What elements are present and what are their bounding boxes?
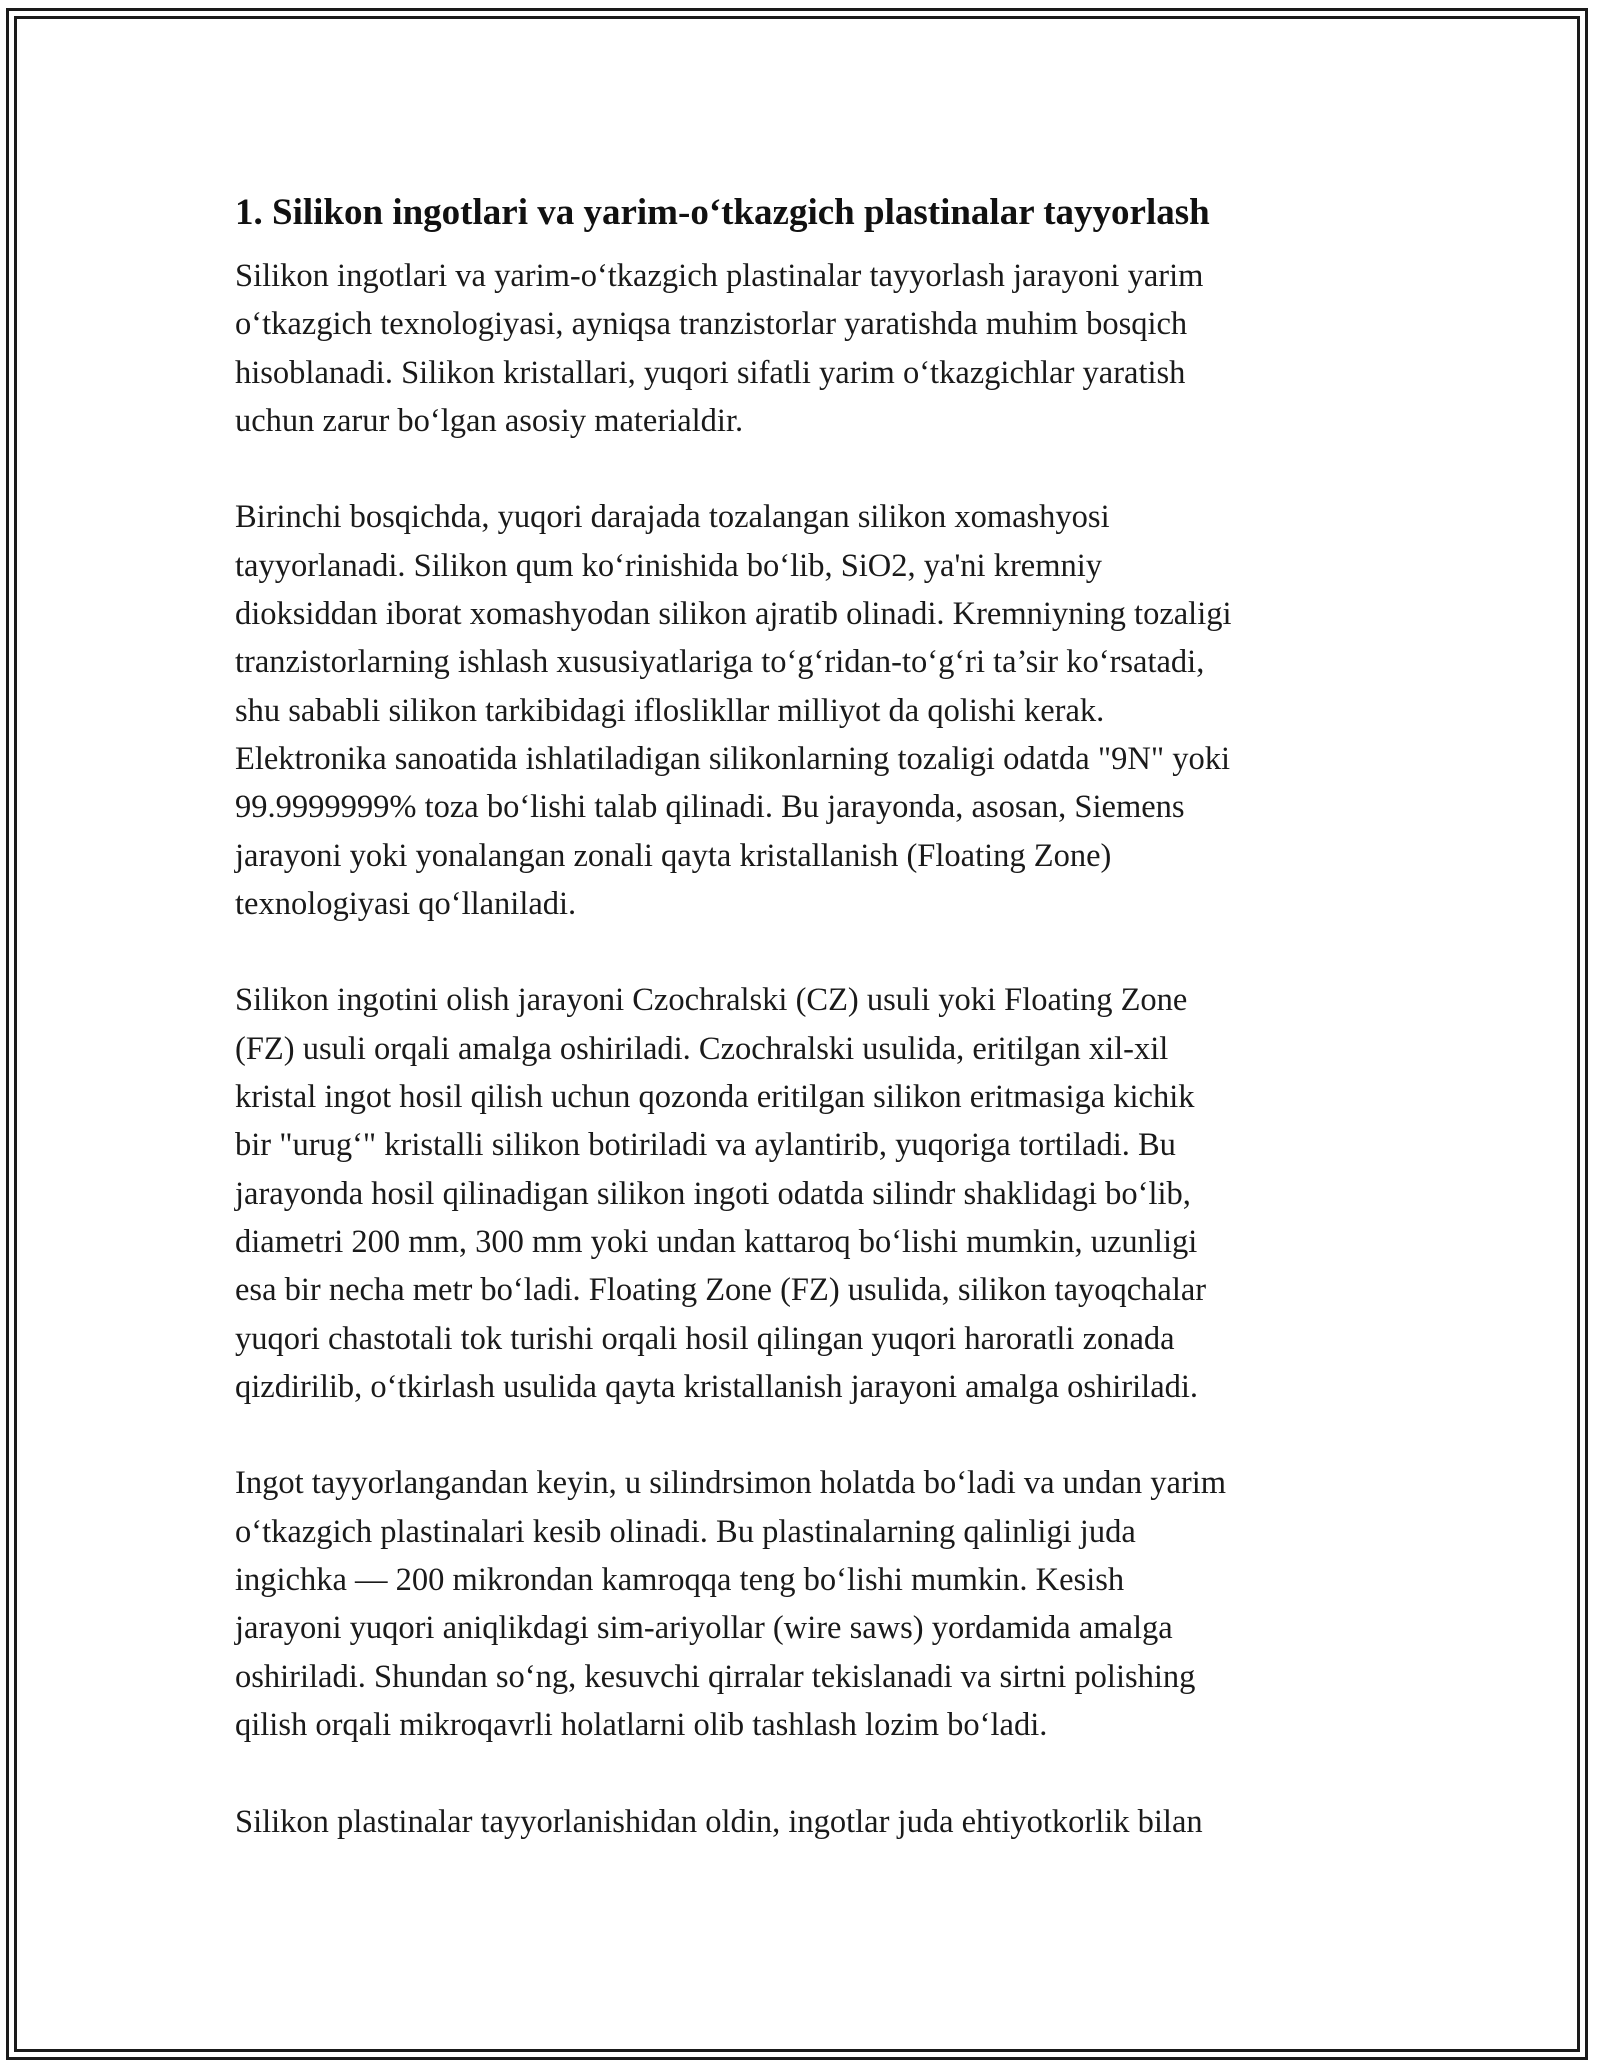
paragraph-preparation bbox=[235, 1798, 1375, 1846]
paragraph-purification bbox=[235, 493, 1375, 928]
text-line: tranzistorlarning ishlash xususiyatlariga to‘g‘ridan-to‘g‘ri ta’sir ko‘rsatadi, bbox=[235, 644, 1205, 681]
text-line: qilish orqali mikroqavrli holatlarni olib tashlash lozim bo‘ladi. bbox=[235, 1706, 1048, 1743]
paragraph-intro bbox=[235, 252, 1375, 445]
paragraph-wafer-slicing bbox=[235, 1459, 1375, 1749]
text-line: jarayoni yuqori aniqlikdagi sim-ariyollar (wire saws) yordamida amalga bbox=[235, 1610, 1173, 1647]
text-line: oshiriladi. Shundan so‘ng, kesuvchi qirralar tekislanadi va sirtni polishing bbox=[235, 1658, 1196, 1695]
text-line: diametri 200 mm, 300 mm yoki undan kattaroq bo‘lishi mumkin, uzunligi bbox=[235, 1223, 1198, 1260]
text-line: Silikon ingotlari va yarim-o‘tkazgich plastinalar tayyorlash jarayoni yarim bbox=[235, 258, 1204, 294]
text-line: (FZ) usuli orqali amalga oshiriladi. Czochralski usulida, eritilgan xil-xil bbox=[235, 1030, 1169, 1067]
text-line: qizdirilib, o‘tkirlash usulida qayta kristallanish jarayoni amalga oshiriladi. bbox=[235, 1368, 1199, 1405]
text-line: tayyorlanadi. Silikon qum ko‘rinishida bo‘lib, SiO2, ya'ni kremniy bbox=[235, 547, 1103, 584]
text-line: shu sababli silikon tarkibidagi ifloslikllar milliyot da qolishi kerak. bbox=[235, 692, 1105, 729]
text-line: texnologiyasi qo‘llaniladi. bbox=[235, 885, 577, 922]
text-line: Ingot tayyorlangandan keyin, u silindrsimon holatda bo‘ladi va undan yarim bbox=[235, 1465, 1227, 1502]
text-line: Elektronika sanoatida ishlatiladigan silikonlarning tozaligi odatda "9N" yoki bbox=[235, 740, 1230, 777]
paragraph-ingot-growth bbox=[235, 976, 1375, 1411]
text-line: hisoblanadi. Silikon kristallari, yuqori sifatli yarim o‘tkazgichlar yaratish bbox=[235, 354, 1186, 391]
text-line: Silikon ingotini olish jarayoni Czochralski (CZ) usuli yoki Floating Zone bbox=[235, 982, 1188, 1019]
text-line: 99.9999999% toza bo‘lishi talab qilinadi. Bu jarayonda, asosan, Siemens bbox=[235, 789, 1185, 826]
text-line: kristal ingot hosil qilish uchun qozonda eritilgan silikon eritmasiga kichik bbox=[235, 1079, 1195, 1116]
text-line: ingichka — 200 mikrondan kamroqqa teng bo‘lishi mumkin. Kesish bbox=[235, 1562, 1125, 1599]
text-line: jarayoni yoki yonalangan zonali qayta kristallanish (Floating Zone) bbox=[235, 837, 1112, 874]
text-line: Birinchi bosqichda, yuqori darajada tozalangan silikon xomashyosi bbox=[235, 499, 1110, 536]
text-line: o‘tkazgich texnologiyasi, ayniqsa tranzistorlar yaratishda muhim bosqich bbox=[235, 306, 1188, 343]
text-line: dioksiddan iborat xomashyodan silikon ajratib olinadi. Kremniyning tozaligi bbox=[235, 596, 1232, 633]
text-line: bir "urug‘" kristalli silikon botiriladi va aylantirib, yuqoriga tortiladi. Bu bbox=[235, 1127, 1176, 1164]
text-line: esa bir necha metr bo‘ladi. Floating Zone (FZ) usulida, silikon tayoqchalar bbox=[235, 1272, 1207, 1309]
text-line: jarayonda hosil qilinadigan silikon ingoti odatda silindr shaklidagi bo‘lib, bbox=[235, 1175, 1191, 1212]
document-body bbox=[235, 184, 1375, 1894]
text-line: yuqori chastotali tok turishi orqali hosil qilingan yuqori haroratli zonada bbox=[235, 1320, 1175, 1357]
section-heading: 1. Silikon ingotlari va yarim-o‘tkazgich plastinalar tayyorlash bbox=[235, 192, 1210, 233]
text-line: o‘tkazgich plastinalari kesib olinadi. Bu plastinalarning qalinligi juda bbox=[235, 1513, 1136, 1550]
text-line: uchun zarur bo‘lgan asosiy materialdir. bbox=[235, 402, 744, 439]
text-line: Silikon plastinalar tayyorlanishidan oldin, ingotlar juda ehtiyotkorlik bilan bbox=[235, 1803, 1203, 1840]
